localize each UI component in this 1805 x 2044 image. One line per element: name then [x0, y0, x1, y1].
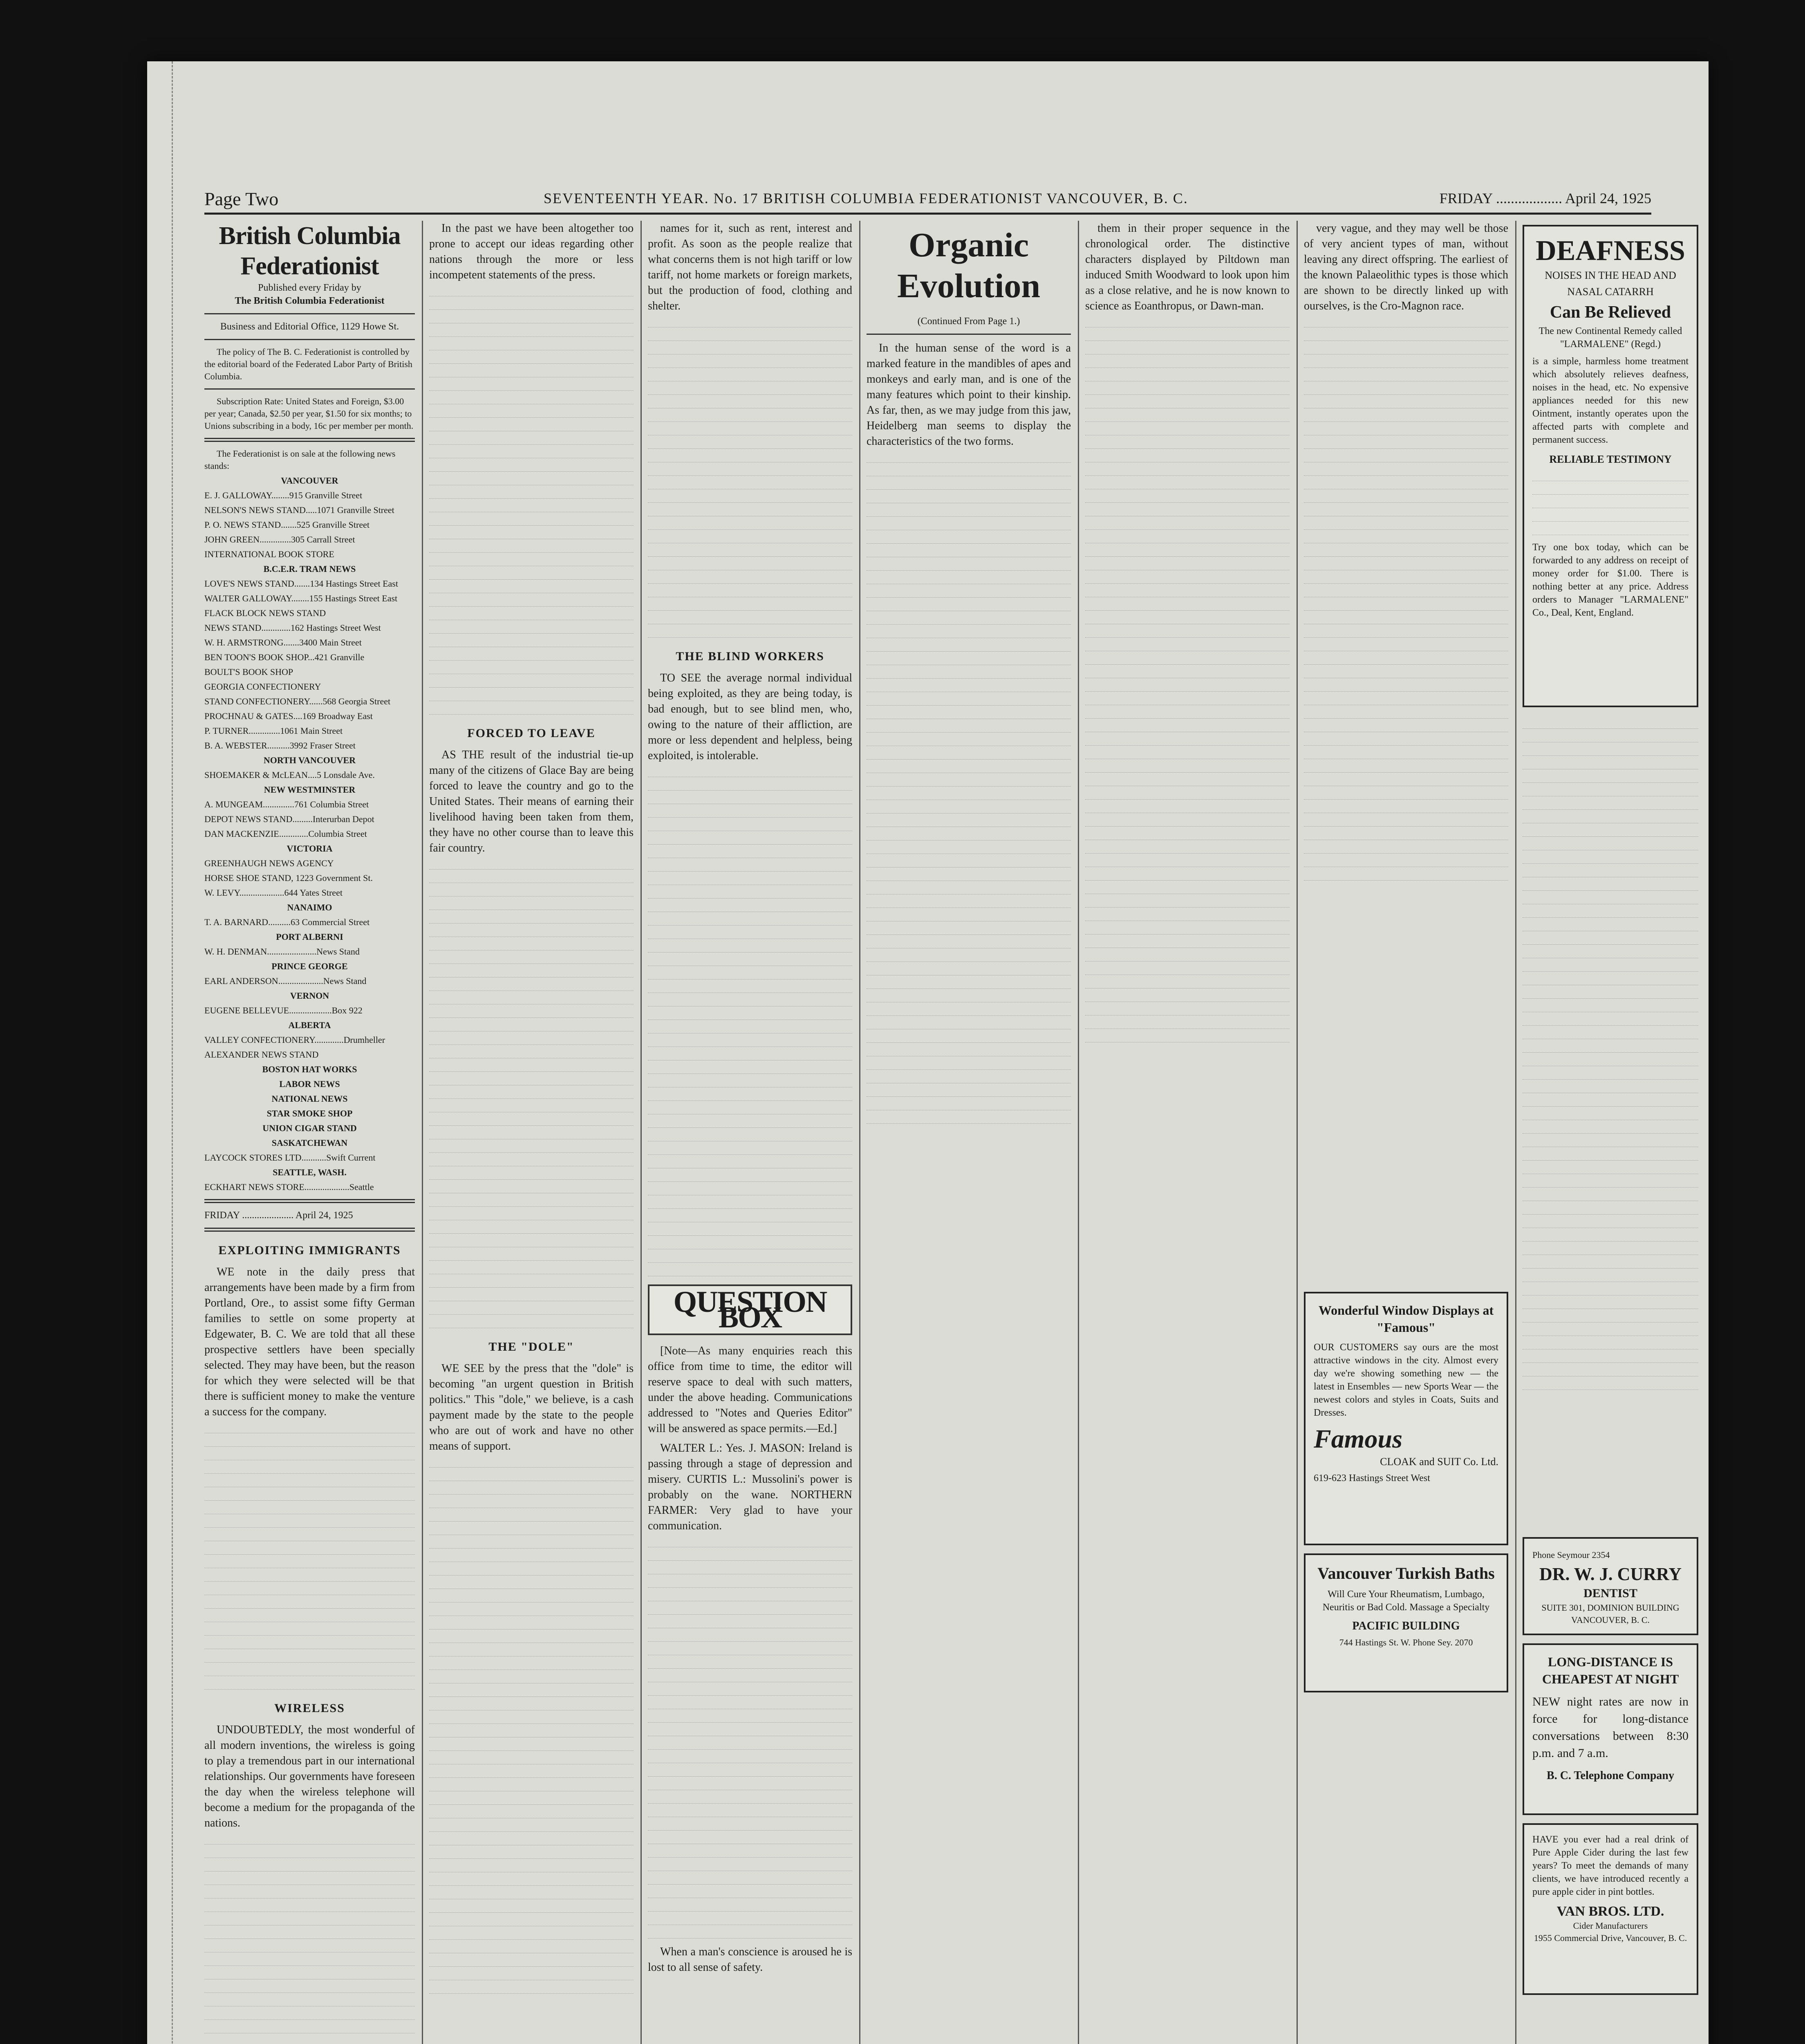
news-stand-entry: W. LEVY....................644 Yates Street: [204, 888, 343, 898]
long-distance-title: LONG-DISTANCE IS CHEAPEST AT NIGHT: [1542, 1654, 1679, 1686]
header-date: FRIDAY .................. April 24, 1925: [1439, 190, 1651, 206]
column-6: [1304, 221, 1508, 1284]
news-stand-entry: HORSE SHOE STAND, 1223 Government St.: [204, 873, 373, 883]
deafness-subtitle: NOISES IN THE HEAD AND NASAL CATARRH: [1545, 269, 1676, 298]
news-stand-entry: LAYCOCK STORES LTD...........Swift Current: [204, 1152, 376, 1163]
policy-text: The policy of The B. C. Federationist is controlled by the editorial board of the Federated Labor Party of British Columbia.: [204, 347, 412, 381]
news-stand-entry: EARL ANDERSON....................News Stand: [204, 976, 367, 986]
illegible-text: [204, 1425, 415, 1690]
newspaper-page: [147, 61, 1709, 2044]
article-continuation: In the past we have been altogether too prone to accept our ideas regarding other nations through the more or less incompetent statements of the press.: [429, 222, 634, 281]
news-stand-entry: E. J. GALLOWAY........915 Granville Street: [204, 490, 363, 500]
news-stand-entry: UNION CIGAR STAND: [262, 1123, 357, 1133]
news-stand-entry: PROCHNAU & GATES....169 Broadway East: [204, 711, 373, 721]
column-3: [648, 221, 852, 2044]
news-stand-entry: SHOEMAKER & McLEAN....5 Lonsdale Ave.: [204, 770, 375, 780]
illegible-text: [648, 1540, 852, 1939]
news-stand-entry: LABOR NEWS: [279, 1079, 340, 1089]
deafness-order-text: Try one box today, which can be forwarded to any address on receipt of money order for $1.00. There is nothing better at any price. Address orders to Manager "LARMALENE" Co., Deal, Kent, England.: [1532, 542, 1689, 618]
news-stand-entry: GEORGIA CONFECTIONERY: [204, 681, 321, 692]
question-box-answers: WALTER L.: Yes. J. MASON: Ireland is passing through a stage of depression and misery. CURTIS L.: Mussolini's power is probably on the wane. NORTHERN FARMER: Very glad to have your communication.: [648, 1442, 852, 1532]
masthead-title: British Columbia Federationist: [219, 222, 401, 280]
dentist-phone: Phone Seymour 2354: [1532, 1550, 1610, 1560]
news-stand-entry: BEN TOON'S BOOK SHOP...421 Granville: [204, 652, 365, 662]
news-stand-entry: T. A. BARNARD..........63 Commercial Street: [204, 917, 370, 927]
deafness-remedy: The new Continental Remedy called "LARMALENE" (Regd.): [1539, 326, 1682, 350]
question-box-title: QUESTION BOX: [648, 1284, 852, 1335]
page-number: Page Two: [204, 188, 279, 209]
binding-margin: [172, 61, 175, 2044]
heading-exploiting-immigrants: EXPLOITING IMMIGRANTS: [218, 1244, 401, 1257]
closing-quote: When a man's conscience is aroused he is lost to all sense of safety.: [648, 1945, 852, 1974]
illegible-text: [648, 320, 852, 638]
news-stand-entry: NELSON'S NEWS STAND.....1071 Granville Street: [204, 505, 394, 515]
news-stand-entry: PRINCE GEORGE: [271, 961, 348, 971]
deafness-title: DEAFNESS: [1536, 235, 1685, 267]
news-stand-entry: B.C.E.R. TRAM NEWS: [263, 564, 356, 574]
telephone-ad: [1523, 1643, 1698, 1815]
article-organic-evolution-cont: them in their proper sequence in the chronological order. The distinctive characters displayed by Piltdown man induced Smith Woodward to look upon him as a close relative, and he is now known to science as Eoanthropus, or Dawn-man.: [1085, 222, 1290, 312]
illegible-text: [648, 769, 852, 1276]
illegible-text: [1523, 721, 1698, 1390]
masthead-line: SEVENTEENTH YEAR. No. 17 BRITISH COLUMBIA FEDERATIONIST VANCOUVER, B. C.: [544, 190, 1188, 206]
column-rule: [422, 221, 423, 2044]
column-5: [1085, 221, 1290, 1558]
long-distance-text: NEW night rates are now in force for long-distance conversations between 8:30 p.m. and 7 a.m.: [1532, 1695, 1689, 1760]
article-organic-evolution: In the human sense of the word is a marked feature in the mandibles of apes and monkeys and early man, and is one of the many features which point to their kinship. As far, then, as we may judge from this jaw, Heidelberg man seems to display the characteristics of the two forms.: [867, 342, 1071, 448]
turkish-building: PACIFIC BUILDING: [1352, 1620, 1460, 1632]
cider-company: VAN BROS. LTD.: [1556, 1904, 1664, 1919]
news-stand-entry: PORT ALBERNI: [276, 932, 343, 942]
news-stand-entry: LOVE'S NEWS STAND.......134 Hastings Street East: [204, 578, 398, 589]
news-stand-entry: VERNON: [290, 991, 329, 1001]
turkish-title: Vancouver Turkish Baths: [1317, 1564, 1495, 1582]
column-rule: [1078, 221, 1079, 2044]
subscription-rates: Subscription Rate: United States and Foreign, $3.00 per year; Canada, $2.50 per year, $1.50 for six months; to Unions subscribing in a body, 16c per member per month.: [204, 396, 414, 431]
news-stand-entry: SASKATCHEWAN: [271, 1138, 348, 1148]
news-stand-entry: BOSTON HAT WORKS: [262, 1064, 357, 1074]
dentist-ad: [1523, 1537, 1698, 1635]
news-stand-entry: DEPOT NEWS STAND.........Interurban Depot: [204, 814, 374, 824]
news-stand-entry: VICTORIA: [287, 843, 333, 854]
deafness-ad: [1523, 225, 1698, 707]
article-forced-to-leave: AS THE result of the industrial tie-up many of the citizens of Glace Bay are being forced to leave the country and go to the United States. Their means of earning their livelihood having been taken from them, they have no other course than to leave this fair country.: [429, 749, 634, 854]
issue-dateline: FRIDAY ..................... April 24, 1925: [204, 1210, 353, 1221]
dentist-role: DENTIST: [1583, 1587, 1637, 1600]
illegible-text: [429, 289, 634, 715]
news-stand-entry: STAR SMOKE SHOP: [266, 1108, 353, 1118]
news-stand-entry: SEATTLE, WASH.: [273, 1167, 347, 1177]
famous-address: 619-623 Hastings Street West: [1314, 1473, 1430, 1484]
article-exploiting-immigrants: WE note in the daily press that arrangements have been made by a firm from Portland, Ore., to assist some fifty German families to settle on some property at Edgewater, B. C. We are told that all these prospective settlers have been specially selected. They may have been, but the reason for which they were selected will be that there is sufficient money to make the venture a success for the company.: [204, 1266, 415, 1418]
heading-forced-to-leave: FORCED TO LEAVE: [467, 726, 596, 740]
turkish-text: Will Cure Your Rheumatism, Lumbago, Neuritis or Bad Cold. Massage a Specialty: [1322, 1589, 1490, 1613]
famous-ad: [1304, 1292, 1508, 1545]
pub-line: Published every Friday by: [258, 282, 361, 293]
publisher: The British Columbia Federationist: [235, 296, 385, 306]
news-stand-entry: JOHN GREEN..............305 Carrall Street: [204, 534, 355, 545]
stands-intro: The Federationist is on sale at the following news stands:: [204, 448, 396, 471]
column-7-text: [1523, 715, 1698, 1529]
telephone-company: B. C. Telephone Company: [1547, 1769, 1674, 1782]
news-stand-entry: STAND CONFECTIONERY......568 Georgia Street: [204, 696, 391, 706]
dentist-name: DR. W. J. CURRY: [1539, 1564, 1682, 1584]
divider: [204, 388, 415, 390]
column-rule: [1515, 221, 1516, 2044]
column-4: [867, 221, 1071, 1558]
office-address: Business and Editorial Office, 1129 Howe St.: [220, 321, 399, 332]
column-rule: [640, 221, 642, 2044]
news-stand-entry: FLACK BLOCK NEWS STAND: [204, 608, 326, 618]
news-stand-entry: NATIONAL NEWS: [271, 1094, 348, 1104]
famous-logo: Famous: [1314, 1424, 1402, 1453]
news-stand-entry: INTERNATIONAL BOOK STORE: [204, 549, 334, 559]
article-organic-evolution-cont: very vague, and they may well be those of very ancient types of man, without leaving any direct offspring. The earliest of the known Palaeolithic types is those which are shown to be directly linked up with ourselves, is the Cro-Magnon race.: [1304, 222, 1508, 312]
news-stand-entry: W. H. ARMSTRONG.......3400 Main Street: [204, 637, 362, 648]
illegible-text: [204, 1837, 415, 2044]
dentist-address: SUITE 301, DOMINION BUILDING VANCOUVER, B. C.: [1541, 1602, 1680, 1625]
deafness-text: is a simple, harmless home treatment which absolutely relieves deafness, noises in the head, etc. No expensive appliances needed for this new Ointment, instantly operates upon the affected parts with complete and permanent success.: [1532, 356, 1689, 445]
deafness-relief: Can Be Relieved: [1550, 303, 1671, 322]
news-stand-entry: DAN MACKENZIE.............Columbia Street: [204, 829, 367, 839]
column-rule: [1297, 221, 1298, 2044]
news-stand-entry: VALLEY CONFECTIONERY.............Drumheller: [204, 1035, 385, 1045]
turkish-address: 744 Hastings St. W. Phone Sey. 2070: [1339, 1637, 1473, 1647]
heading-the-dole: THE "DOLE": [488, 1340, 574, 1354]
news-stand-entry: VANCOUVER: [281, 475, 338, 486]
cider-text: HAVE you ever had a real drink of Pure Apple Cider during the last few years? To meet the demands of many clients, we have introduced recently a pure apple cider in pint bottles.: [1532, 1834, 1689, 1897]
news-stand-entry: EUGENE BELLEVUE...................Box 922: [204, 1005, 363, 1015]
heading-blind-workers: THE BLIND WORKERS: [676, 650, 824, 663]
article-continuation: names for it, such as rent, interest and profit. As soon as the people realize that what concerns them is not high tariff or low tariff, not home markets or foreign markets, but the production of food, clothing and shelter.: [648, 222, 852, 312]
illegible-text: [429, 1460, 634, 1994]
continued-note: (Continued From Page 1.): [917, 316, 1020, 327]
news-stand-entry: ECKHART NEWS STORE....................Seattle: [204, 1182, 374, 1192]
column-2: [429, 221, 634, 2044]
news-stand-entry: W. H. DENMAN......................News Stand: [204, 946, 360, 957]
illegible-text: [1532, 473, 1689, 535]
article-title-organic-evolution: Organic Evolution: [897, 226, 1041, 305]
divider: [204, 339, 415, 340]
illegible-text: [429, 862, 634, 1328]
news-stand-entry: NORTH VANCOUVER: [263, 755, 356, 765]
divider: [204, 438, 415, 442]
news-stand-entry: GREENHAUGH NEWS AGENCY: [204, 858, 334, 868]
column-rule: [859, 221, 860, 2044]
news-stand-entry: ALBERTA: [288, 1020, 331, 1030]
famous-heading: Wonderful Window Displays at "Famous": [1318, 1303, 1494, 1335]
news-stand-entry: A. MUNGEAM..............761 Columbia Street: [204, 799, 369, 809]
deafness-testimony-heading: RELIABLE TESTIMONY: [1549, 453, 1672, 465]
column-1: [204, 221, 415, 2044]
news-stand-entry: NANAIMO: [287, 902, 332, 912]
famous-text: OUR CUSTOMERS say ours are the most attractive windows in the city. Almost every day we're showing something new — the latest in Ensembles — new Sports Wear — the newest colors and styles in Coats, Suits and Dresses.: [1314, 1342, 1498, 1418]
news-stand-entry: P. O. NEWS STAND.......525 Granville Street: [204, 520, 370, 530]
illegible-text: [1304, 320, 1508, 881]
page-header: [204, 188, 1651, 215]
news-stand-entry: B. A. WEBSTER..........3992 Fraser Street: [204, 740, 356, 751]
cider-ad: [1523, 1823, 1698, 1995]
news-stand-entry: NEWS STAND.............162 Hastings Street West: [204, 623, 381, 633]
news-stand-entry: WALTER GALLOWAY........155 Hastings Street East: [204, 593, 398, 603]
article-the-dole: WE SEE by the press that the "dole" is becoming "an urgent question in British politics." This "dole," we believe, is a cash payment made by the state to the people who are out of work and have no other means of support.: [429, 1362, 634, 1452]
question-box-note: [Note—As many enquiries reach this office from time to time, the editor will reserve space to deal with such matters, under the above heading. Communications addressed to "Notes and Queries Editor" will be answered as space permits.—Ed.]: [648, 1345, 852, 1435]
famous-subtitle: CLOAK and SUIT Co. Ltd.: [1380, 1456, 1498, 1468]
divider: [204, 1228, 415, 1232]
news-stand-entry: ALEXANDER NEWS STAND: [204, 1049, 319, 1060]
divider: [204, 1199, 415, 1203]
heading-wireless: WIRELESS: [274, 1701, 345, 1715]
illegible-text: [1085, 320, 1290, 1042]
cider-address: 1955 Commercial Drive, Vancouver, B. C.: [1534, 1933, 1687, 1943]
divider: [867, 334, 1071, 335]
news-stand-entry: NEW WESTMINSTER: [264, 784, 356, 795]
news-stand-entry: P. TURNER..............1061 Main Street: [204, 726, 343, 736]
article-blind-workers: TO SEE the average normal individual being exploited, as they are being today, is bad enough, but to see blind men, who, owing to the nature of their affliction, are more or less dependent and helpless, being exploited, is intolerable.: [648, 672, 852, 762]
news-stands-list: [204, 475, 415, 1193]
turkish-baths-ad: [1304, 1553, 1508, 1692]
illegible-text: [867, 455, 1071, 1124]
divider: [204, 313, 415, 314]
news-stand-entry: BOULT'S BOOK SHOP: [204, 667, 293, 677]
article-wireless: UNDOUBTEDLY, the most wonderful of all modern inventions, the wireless is going to play a tremendous part in our international relationships. Our governments have foreseen the day when the wireless telephone will become a medium for the propaganda of the nations.: [204, 1724, 415, 1829]
cider-subtitle: Cider Manufacturers: [1573, 1921, 1648, 1931]
